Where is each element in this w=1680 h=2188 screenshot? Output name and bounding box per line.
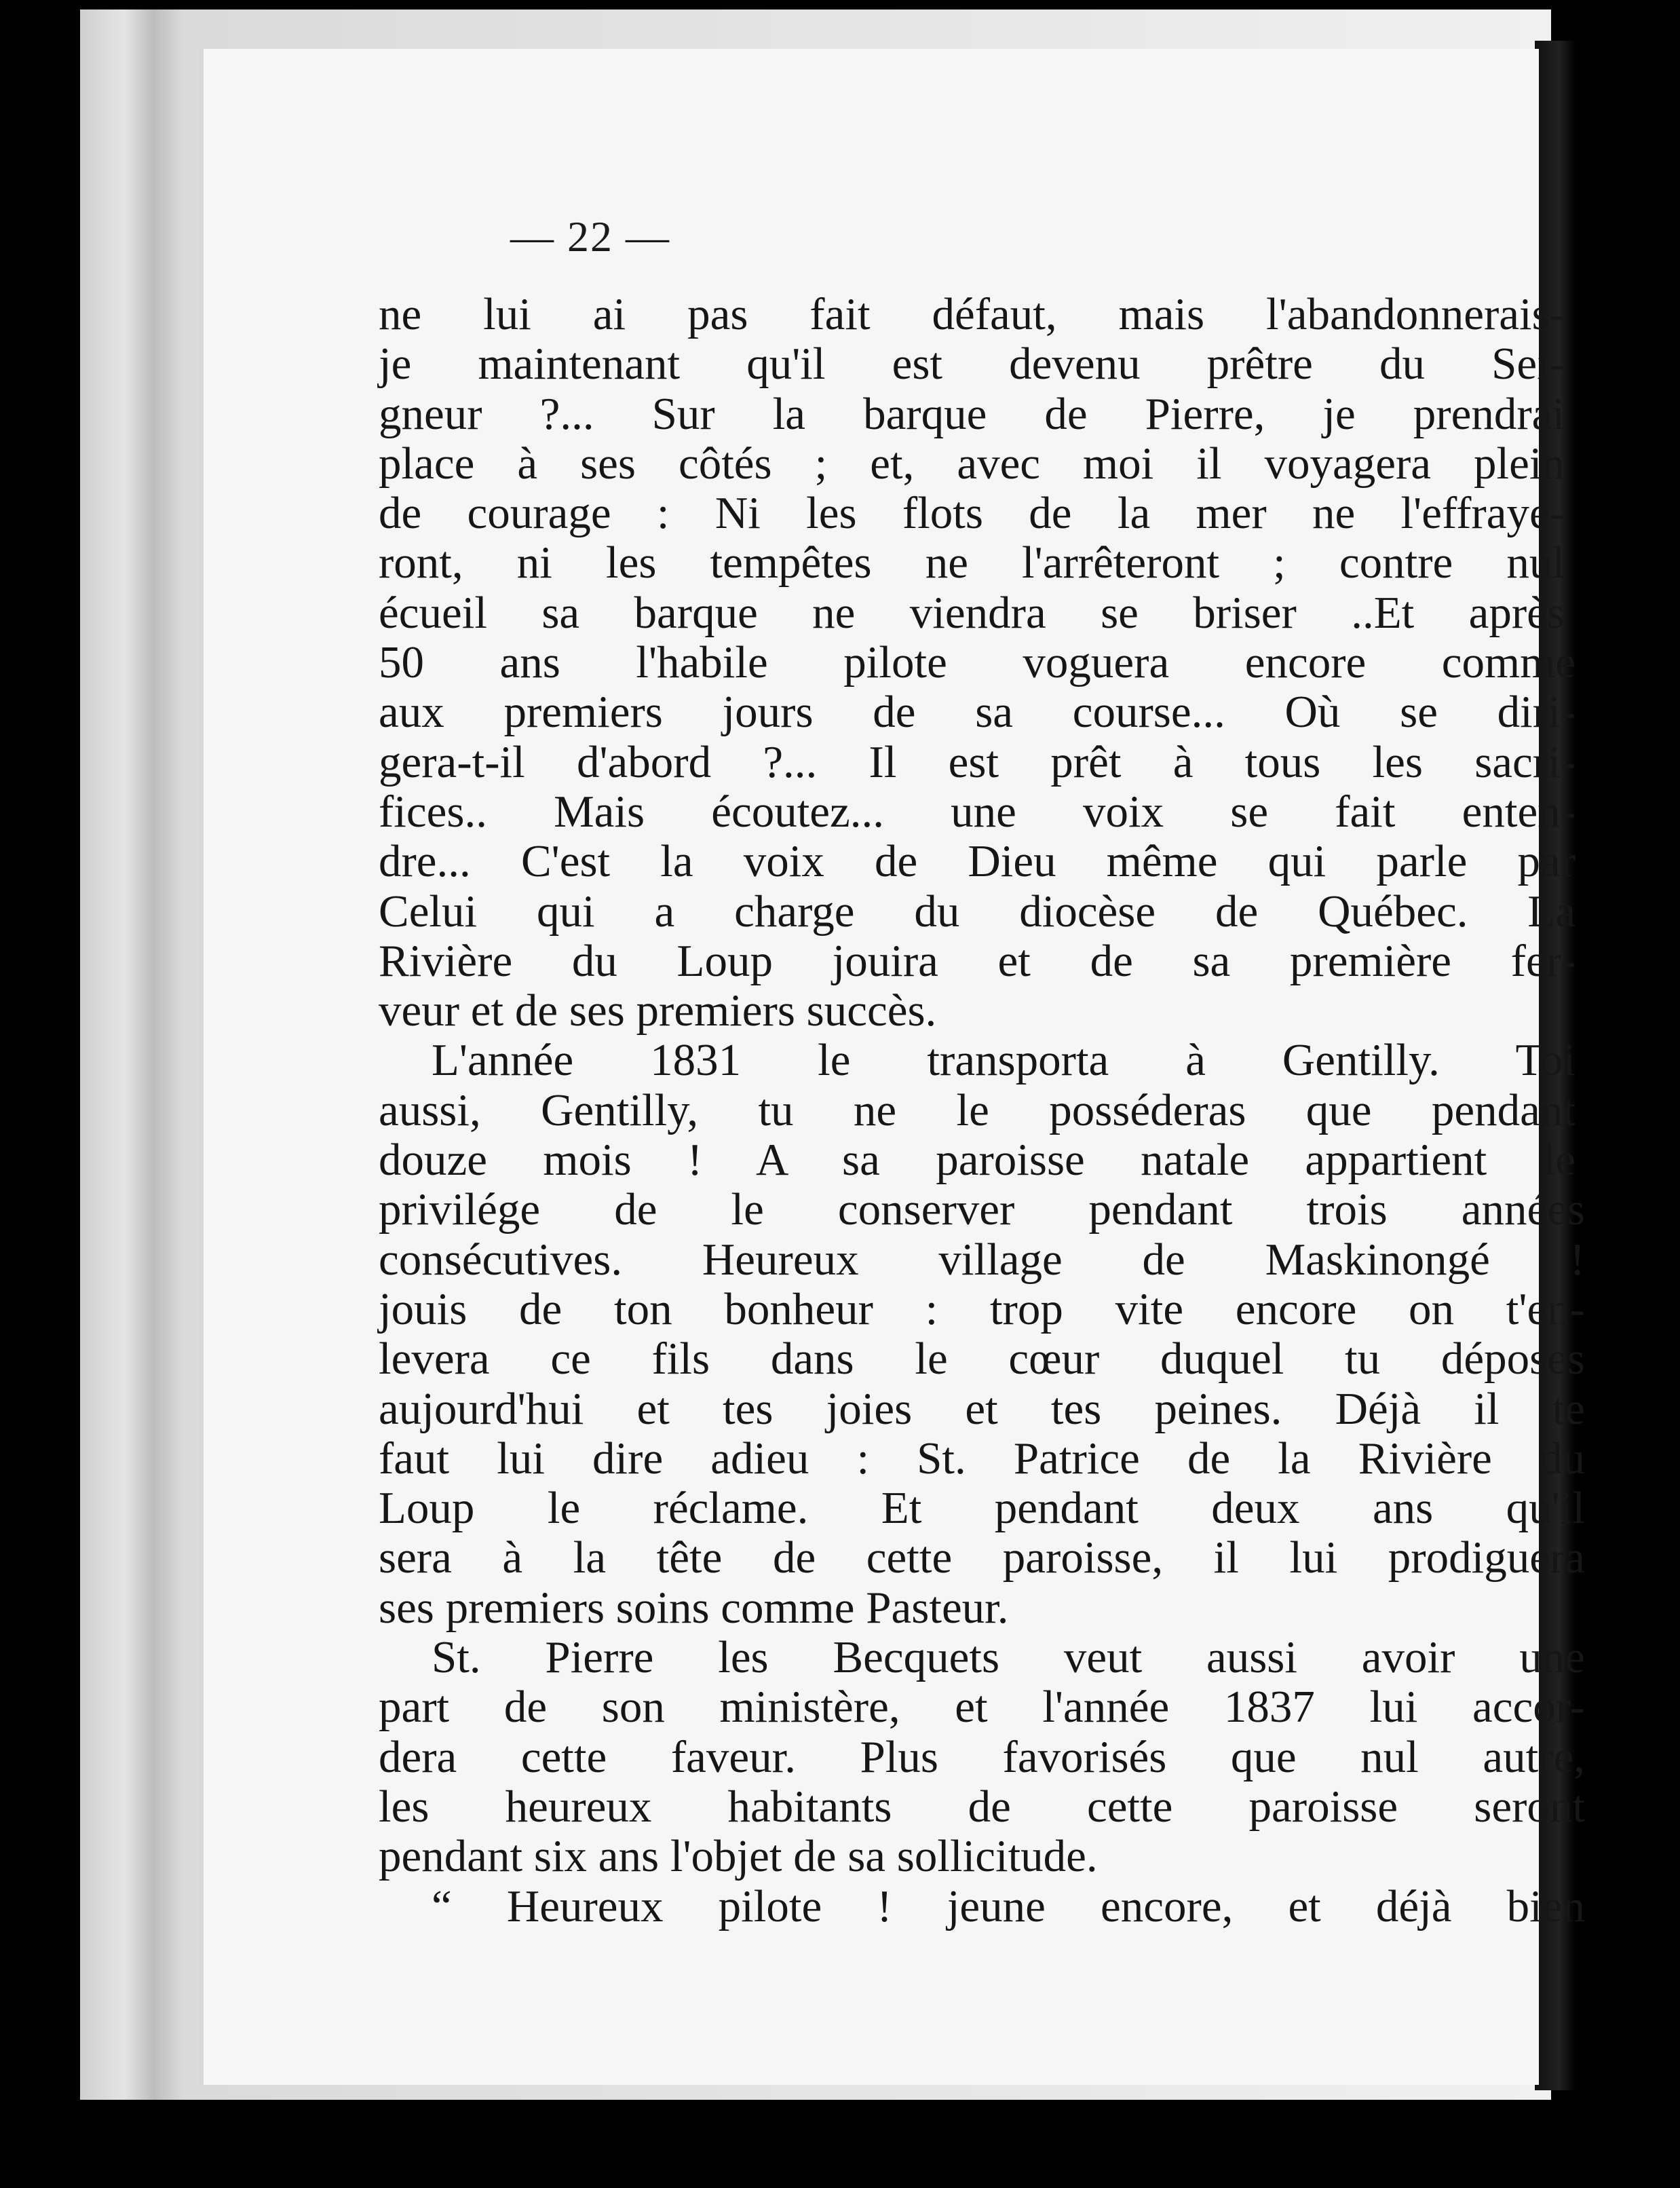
text-line: aussi, Gentilly, tu ne le posséderas que pendant [379,1084,1576,1135]
paragraph-start: St. Pierre les Becquets veut aussi avoir une [432,1632,1585,1683]
body-text [379,289,1585,1931]
text-line: gera-t-il d'abord ?... Il est prêt à tous les sacri- [379,736,1576,787]
text-line: 50 ans l'habile pilote voguera encore comme [379,637,1576,688]
text-line: écueil sa barque ne viendra se briser ..Et après [379,587,1565,638]
text-line: consécutives. Heureux village de Maskinongé ! [379,1234,1585,1285]
paragraph-start: “ Heureux pilote ! jeune encore, et déjà bien [432,1881,1585,1931]
text-line: pendant six ans l'objet de sa sollicitude. [379,1831,1098,1882]
text-line: je maintenant qu'il est devenu prêtre du Sei- [379,339,1565,390]
page-number: — 22 — [510,212,670,261]
text-line: part de son ministère, et l'année 1837 lui accor- [379,1682,1585,1733]
text-line: dera cette faveur. Plus favorisés que nul autre, [379,1731,1585,1782]
text-line: levera ce fils dans le cœur duquel tu déposes [379,1334,1585,1384]
text-line: veur et de ses premiers succès. [379,985,937,1036]
text-line: ront, ni les tempêtes ne l'arrêteront ; contre nul [379,537,1565,588]
paragraph-start: L'année 1831 le transporta à Gentilly. Toi [432,1035,1576,1086]
text-line: douze mois ! A sa paroisse natale appartient le [379,1135,1576,1186]
text-line: Celui qui a charge du diocèse de Québec. La [379,886,1576,937]
text-line: dre... C'est la voix de Dieu même qui parle par [379,836,1576,887]
text-line: privilége de le conserver pendant trois années [379,1184,1585,1235]
text-line: aujourd'hui et tes joies et tes peines. Déjà il te [379,1383,1585,1434]
text-line: fices.. Mais écoutez... une voix se fait enten- [379,786,1576,837]
text-line: place à ses côtés ; et, avec moi il voyagera plein [379,438,1565,489]
text-line: de courage : Ni les flots de la mer ne l'effraye- [379,488,1565,539]
text-line: les heureux habitants de cette paroisse seront [379,1781,1585,1832]
text-line: jouis de ton bonheur : trop vite encore on t'en- [379,1283,1585,1334]
text-line: gneur ?... Sur la barque de Pierre, je prendrai [379,388,1565,439]
text-line: Loup le réclame. Et pendant deux ans qu'il [379,1483,1585,1534]
text-line: aux premiers jours de sa course... Où se diri- [379,687,1576,738]
text-line: ne lui ai pas fait défaut, mais l'abandonnerais- [379,289,1565,339]
book-page [204,49,1585,2085]
text-line: Rivière du Loup jouira et de sa première fer- [379,935,1576,986]
text-line: ses premiers soins comme Pasteur. [379,1582,1009,1633]
text-line: faut lui dire adieu : St. Patrice de la Rivière du [379,1433,1585,1484]
text-line: sera à la tête de cette paroisse, il lui prodiguera [379,1532,1585,1583]
